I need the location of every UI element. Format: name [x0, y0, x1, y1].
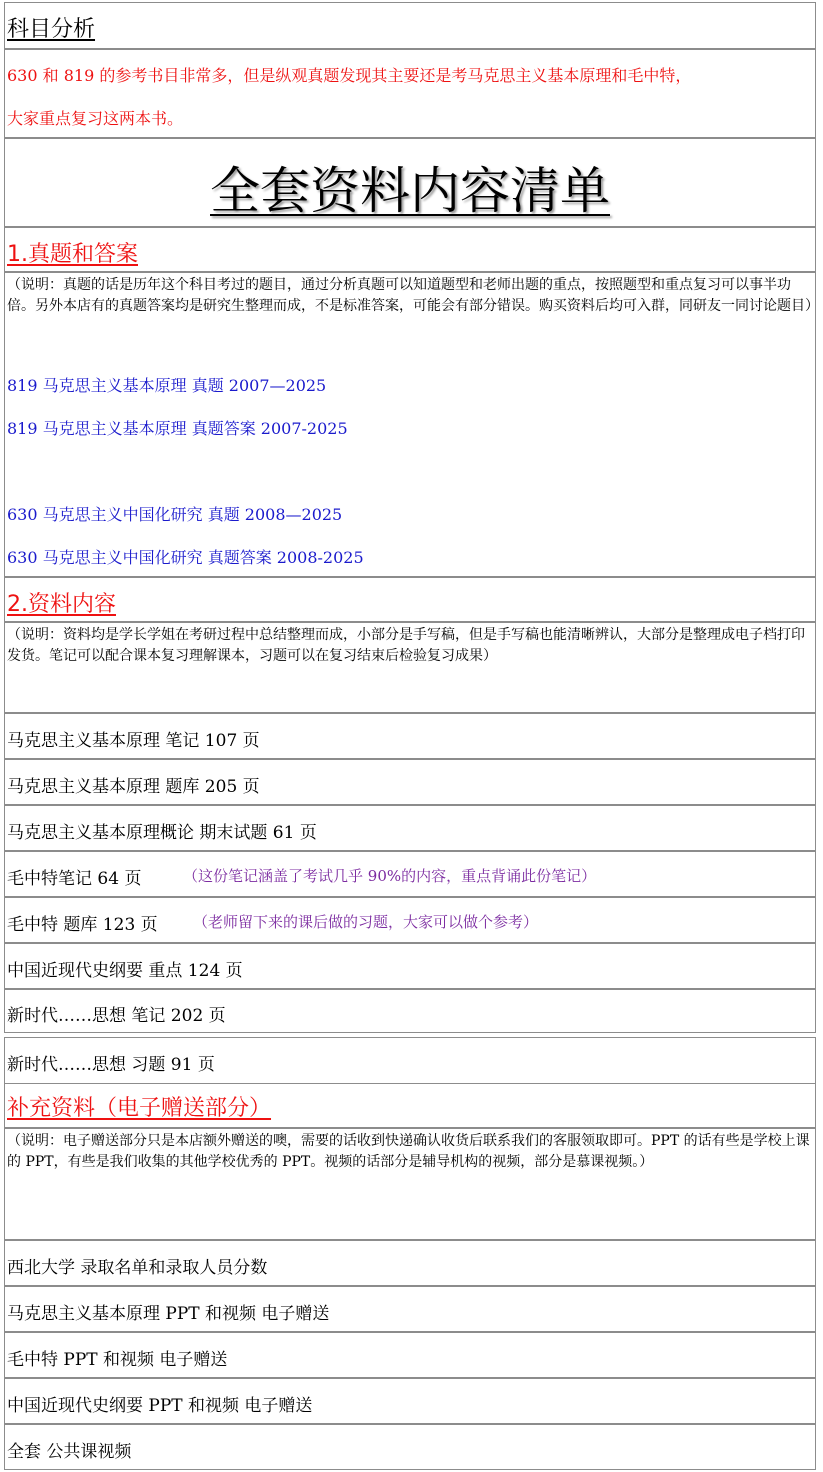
section1-heading-cell [4, 227, 816, 272]
section2-row-text: 马克思主义基本原理概论 期末试题 61 页 [7, 823, 317, 843]
section2-row-remark: （这份笔记涵盖了考试几乎 90%的内容，重点背诵此份笔记） [183, 867, 597, 885]
section2-note-cell [4, 622, 816, 713]
section1-item-1: 819 马克思主义基本原理 真题 2007—2025 [7, 376, 327, 395]
section3-row-text: 西北大学 录取名单和录取人员分数 [7, 1258, 268, 1278]
section3-row [4, 1378, 816, 1424]
subject-title-cell [4, 2, 816, 49]
section1-item-4: 630 马克思主义中国化研究 真题答案 2008-2025 [7, 548, 364, 567]
section2-row-text: 毛中特笔记 64 页 [7, 869, 142, 889]
main-title: 全套资料内容清单 [210, 162, 610, 220]
section3-row [4, 1240, 816, 1286]
section3-heading: 补充资料（电子赠送部分） [7, 1096, 272, 1121]
section1-body-cell [4, 272, 819, 577]
section1-item-2: 819 马克思主义基本原理 真题答案 2007-2025 [7, 419, 348, 438]
section3-first-row [4, 1037, 816, 1084]
section2-note: （说明：资料均是学长学姐在考研过程中总结整理而成，小部分是手写稿，但是手写稿也能清晰辨认，大部分是整理成电子档打印发货。笔记可以配合课本复习理解课本，习题可以在复习结束后检验复习成果） [7, 627, 805, 664]
section3-note: （说明：电子赠送部分只是本店额外赠送的噢，需要的话收到快递确认收货后联系我们的客服领取即可。PPT 的话有些是学校上课的 PPT，有些是我们收集的其他学校优秀的 PPT。视频的话部分是辅导机构的视频，部分是慕课视频。） [7, 1133, 810, 1170]
subject-text-line1: 630 和 819 的参考书目非常多，但是纵观真题发现其主要还是考马克思主义基本原理和毛中特， [7, 66, 692, 85]
main-title-cell [4, 138, 816, 227]
section2-row [4, 851, 816, 897]
subject-title: 科目分析 [7, 17, 96, 42]
section2-row-text: 马克思主义基本原理 题库 205 页 [7, 777, 260, 797]
section2-row-text: 新时代……思想 笔记 202 页 [7, 1006, 226, 1026]
section2-row [4, 943, 816, 989]
section1-note: （说明：真题的话是历年这个科目考过的题目，通过分析真题可以知道题型和老师出题的重点，按照题型和重点复习可以事半功倍。另外本店有的真题答案均是研究生整理而成，不是标准答案，可能会有部分错误。购买资料后均可入群，同研友一同讨论题目） [7, 277, 819, 314]
subject-text-line2: 大家重点复习这两本书。 [7, 109, 184, 128]
section1-heading: 1.真题和答案 [7, 242, 138, 267]
section3-row [4, 1424, 816, 1470]
section2-row [4, 897, 816, 943]
section2-row [4, 713, 816, 759]
section2-row-remark: （老师留下来的课后做的习题，大家可以做个参考） [193, 913, 539, 931]
section2-row-text: 中国近现代史纲要 重点 124 页 [7, 961, 243, 981]
section2-heading: 2.资料内容 [7, 592, 116, 617]
subject-text-cell [4, 49, 816, 138]
section3-row-text: 毛中特 PPT 和视频 电子赠送 [7, 1350, 228, 1370]
section3-note-cell [4, 1128, 816, 1240]
section2-row [4, 805, 816, 851]
section3-first-row-text: 新时代……思想 习题 91 页 [7, 1055, 215, 1075]
section2-row-text: 毛中特 题库 123 页 [7, 915, 158, 935]
section2-heading-cell [4, 577, 816, 622]
section2-row-text: 马克思主义基本原理 笔记 107 页 [7, 731, 260, 751]
section2-row [4, 759, 816, 805]
section3-row-text: 中国近现代史纲要 PPT 和视频 电子赠送 [7, 1396, 313, 1416]
section3-row-text: 马克思主义基本原理 PPT 和视频 电子赠送 [7, 1304, 330, 1324]
section3-row-text: 全套 公共课视频 [7, 1442, 132, 1462]
section3-row [4, 1332, 816, 1378]
section1-item-3: 630 马克思主义中国化研究 真题 2008—2025 [7, 505, 343, 524]
section3-row [4, 1286, 816, 1332]
section3-heading-cell [4, 1084, 816, 1128]
section2-row [4, 989, 816, 1033]
